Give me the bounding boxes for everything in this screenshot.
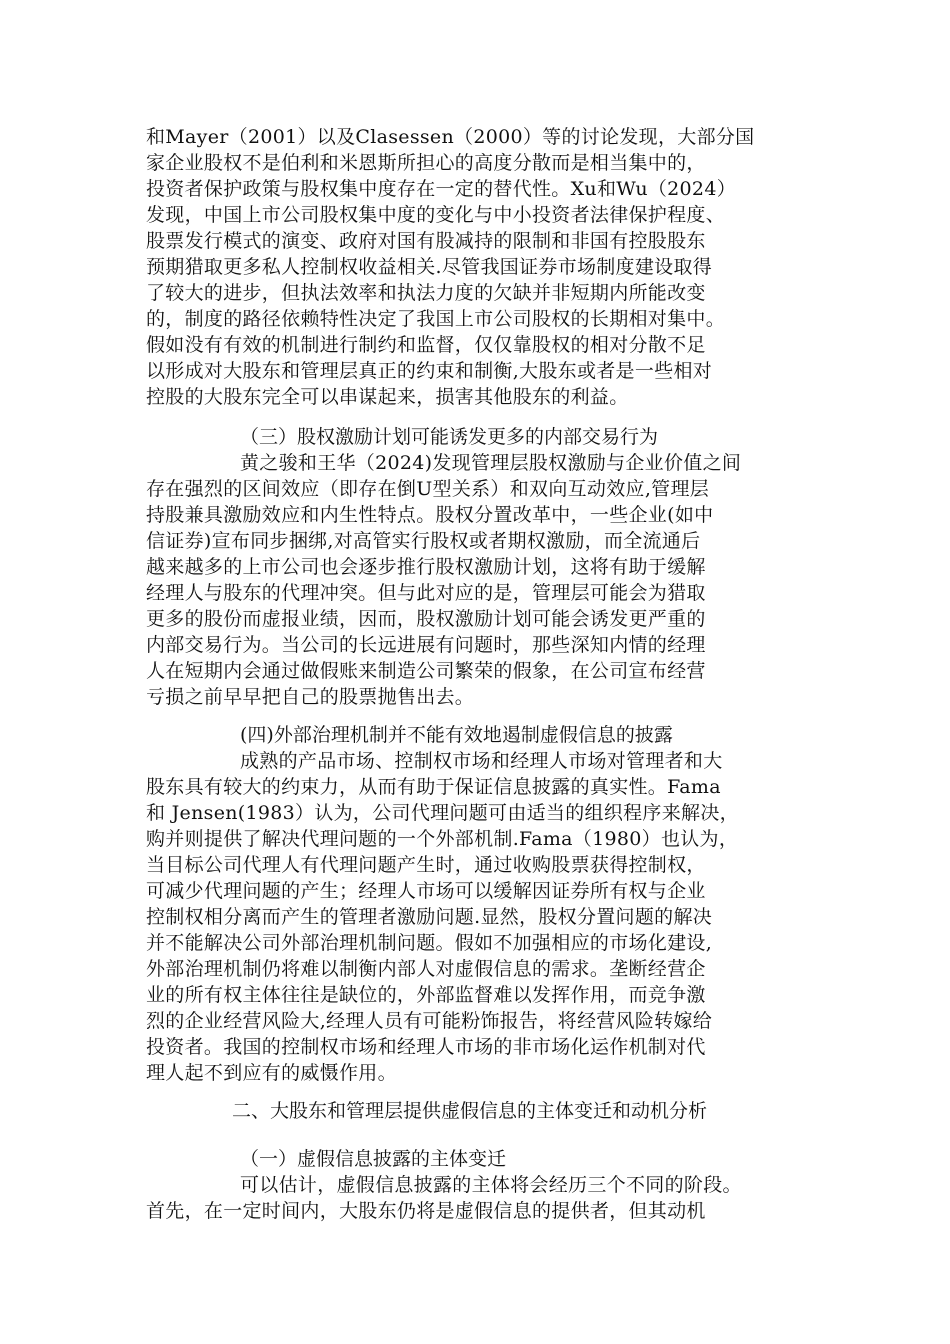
- paragraph-5: [146, 1172, 812, 1224]
- text-line: 和 Jensen(1983）认为，公司代理问题可由适当的组织程序来解决，: [146, 802, 739, 824]
- text-line: 以形成对大股东和管理层真正的约束和制衡,大股东或者是一些相对: [146, 360, 713, 382]
- section-2-heading: 二、大股东和管理层提供虚假信息的主体变迁和动机分析: [232, 1100, 708, 1122]
- text-line: 控制权相分离而产生的管理者激励问题.显然，股权分置问题的解决: [146, 906, 713, 928]
- text-line: 内部交易行为。当公司的长远进展有问题时，那些深知内情的经理: [146, 634, 706, 656]
- text-line: 预期猎取更多私人控制权收益相关.尽管我国证券市场制度建设取得: [146, 256, 713, 278]
- text-line: 发现，中国上市公司股权集中度的变化与中小投资者法律保护程度、: [146, 204, 726, 226]
- text-line: 业的所有权主体往往是缺位的，外部监督难以发挥作用，而竞争激: [146, 984, 706, 1006]
- text-line: 烈的企业经营风险大,经理人员有可能粉饰报告，将经营风险转嫁给: [146, 1010, 713, 1032]
- text-line: 黄之骏和王华（2024)发现管理层股权激励与企业价值之间: [240, 452, 742, 474]
- text-line: 当目标公司代理人有代理问题产生时，通过收购股票获得控制权，: [146, 854, 706, 876]
- text-line: 信证券)宣布同步捆绑,对高管实行股权或者期权激励，而全流通后: [146, 530, 701, 552]
- text-line: 投资者保护政策与股权集中度存在一定的替代性。Xu和Wu（2024）: [146, 178, 737, 200]
- text-line: 股东具有较大的约束力，从而有助于保证信息披露的真实性。Fama: [146, 776, 721, 798]
- text-line: 人在短期内会通过做假账来制造公司繁荣的假象，在公司宣布经营: [146, 660, 706, 682]
- text-line: 亏损之前早早把自己的股票抛售出去。: [146, 686, 475, 708]
- paragraph-3: [146, 450, 812, 710]
- text-line: 假如没有有效的机制进行制约和监督，仅仅靠股权的相对分散不足: [146, 334, 706, 356]
- text-line: 持股兼具激励效应和内生性特点。股权分置改革中，一些企业(如中: [146, 504, 714, 526]
- section-heading-4: (四)外部治理机制并不能有效地遏制虚假信息的披露: [240, 724, 673, 746]
- text-line: 更多的股份而虚报业绩，因而，股权激励计划可能会诱发更严重的: [146, 608, 706, 630]
- text-line: 可以估计，虚假信息披露的主体将会经历三个不同的阶段。: [240, 1174, 742, 1196]
- text-line: 首先，在一定时间内，大股东仍将是虚假信息的提供者，但其动机: [146, 1200, 706, 1222]
- text-line: 理人起不到应有的威慑作用。: [146, 1062, 397, 1084]
- text-line: 可减少代理问题的产生；经理人市场可以缓解因证券所有权与企业: [146, 880, 706, 902]
- text-line: 投资者。我国的控制权市场和经理人市场的非市场化运作机制对代: [146, 1036, 706, 1058]
- text-line: 和Mayer（2001）以及Clasessen（2000）等的讨论发现，大部分国: [146, 126, 755, 148]
- paragraph-4: [146, 748, 812, 1086]
- text-line: 的，制度的路径依赖特性决定了我国上市公司股权的长期相对集中。: [146, 308, 726, 330]
- paragraph-1: [146, 124, 812, 410]
- text-line: 家企业股权不是伯利和米恩斯所担心的高度分散而是相当集中的，: [146, 152, 706, 174]
- text-line: 存在强烈的区间效应（即存在倒U型关系）和双向互动效应,管理层: [146, 478, 710, 500]
- text-line: 了较大的进步，但执法效率和执法力度的欠缺并非短期内所能改变: [146, 282, 706, 304]
- text-line: 成熟的产品市场、控制权市场和经理人市场对管理者和大: [240, 750, 723, 772]
- text-line: 经理人与股东的代理冲突。但与此对应的是，管理层可能会为猎取: [146, 582, 706, 604]
- text-line: 越来越多的上市公司也会逐步推行股权激励计划，这将有助于缓解: [146, 556, 706, 578]
- subsection-heading-2-1: （一）虚假信息披露的主体变迁: [240, 1148, 507, 1170]
- text-line: 股票发行模式的演变、政府对国有股减持的限制和非国有控股股东: [146, 230, 706, 252]
- text-line: 并不能解决公司外部治理机制问题。假如不加强相应的市场化建设,: [146, 932, 713, 954]
- text-line: 控股的大股东完全可以串谋起来，损害其他股东的利益。: [146, 386, 629, 408]
- text-line: 外部治理机制仍将难以制衡内部人对虚假信息的需求。垄断经营企: [146, 958, 706, 980]
- section-heading-3: （三）股权激励计划可能诱发更多的内部交易行为: [240, 426, 659, 448]
- text-line: 购并则提供了解决代理问题的一个外部机制.Fama（1980）也认为，: [146, 828, 739, 850]
